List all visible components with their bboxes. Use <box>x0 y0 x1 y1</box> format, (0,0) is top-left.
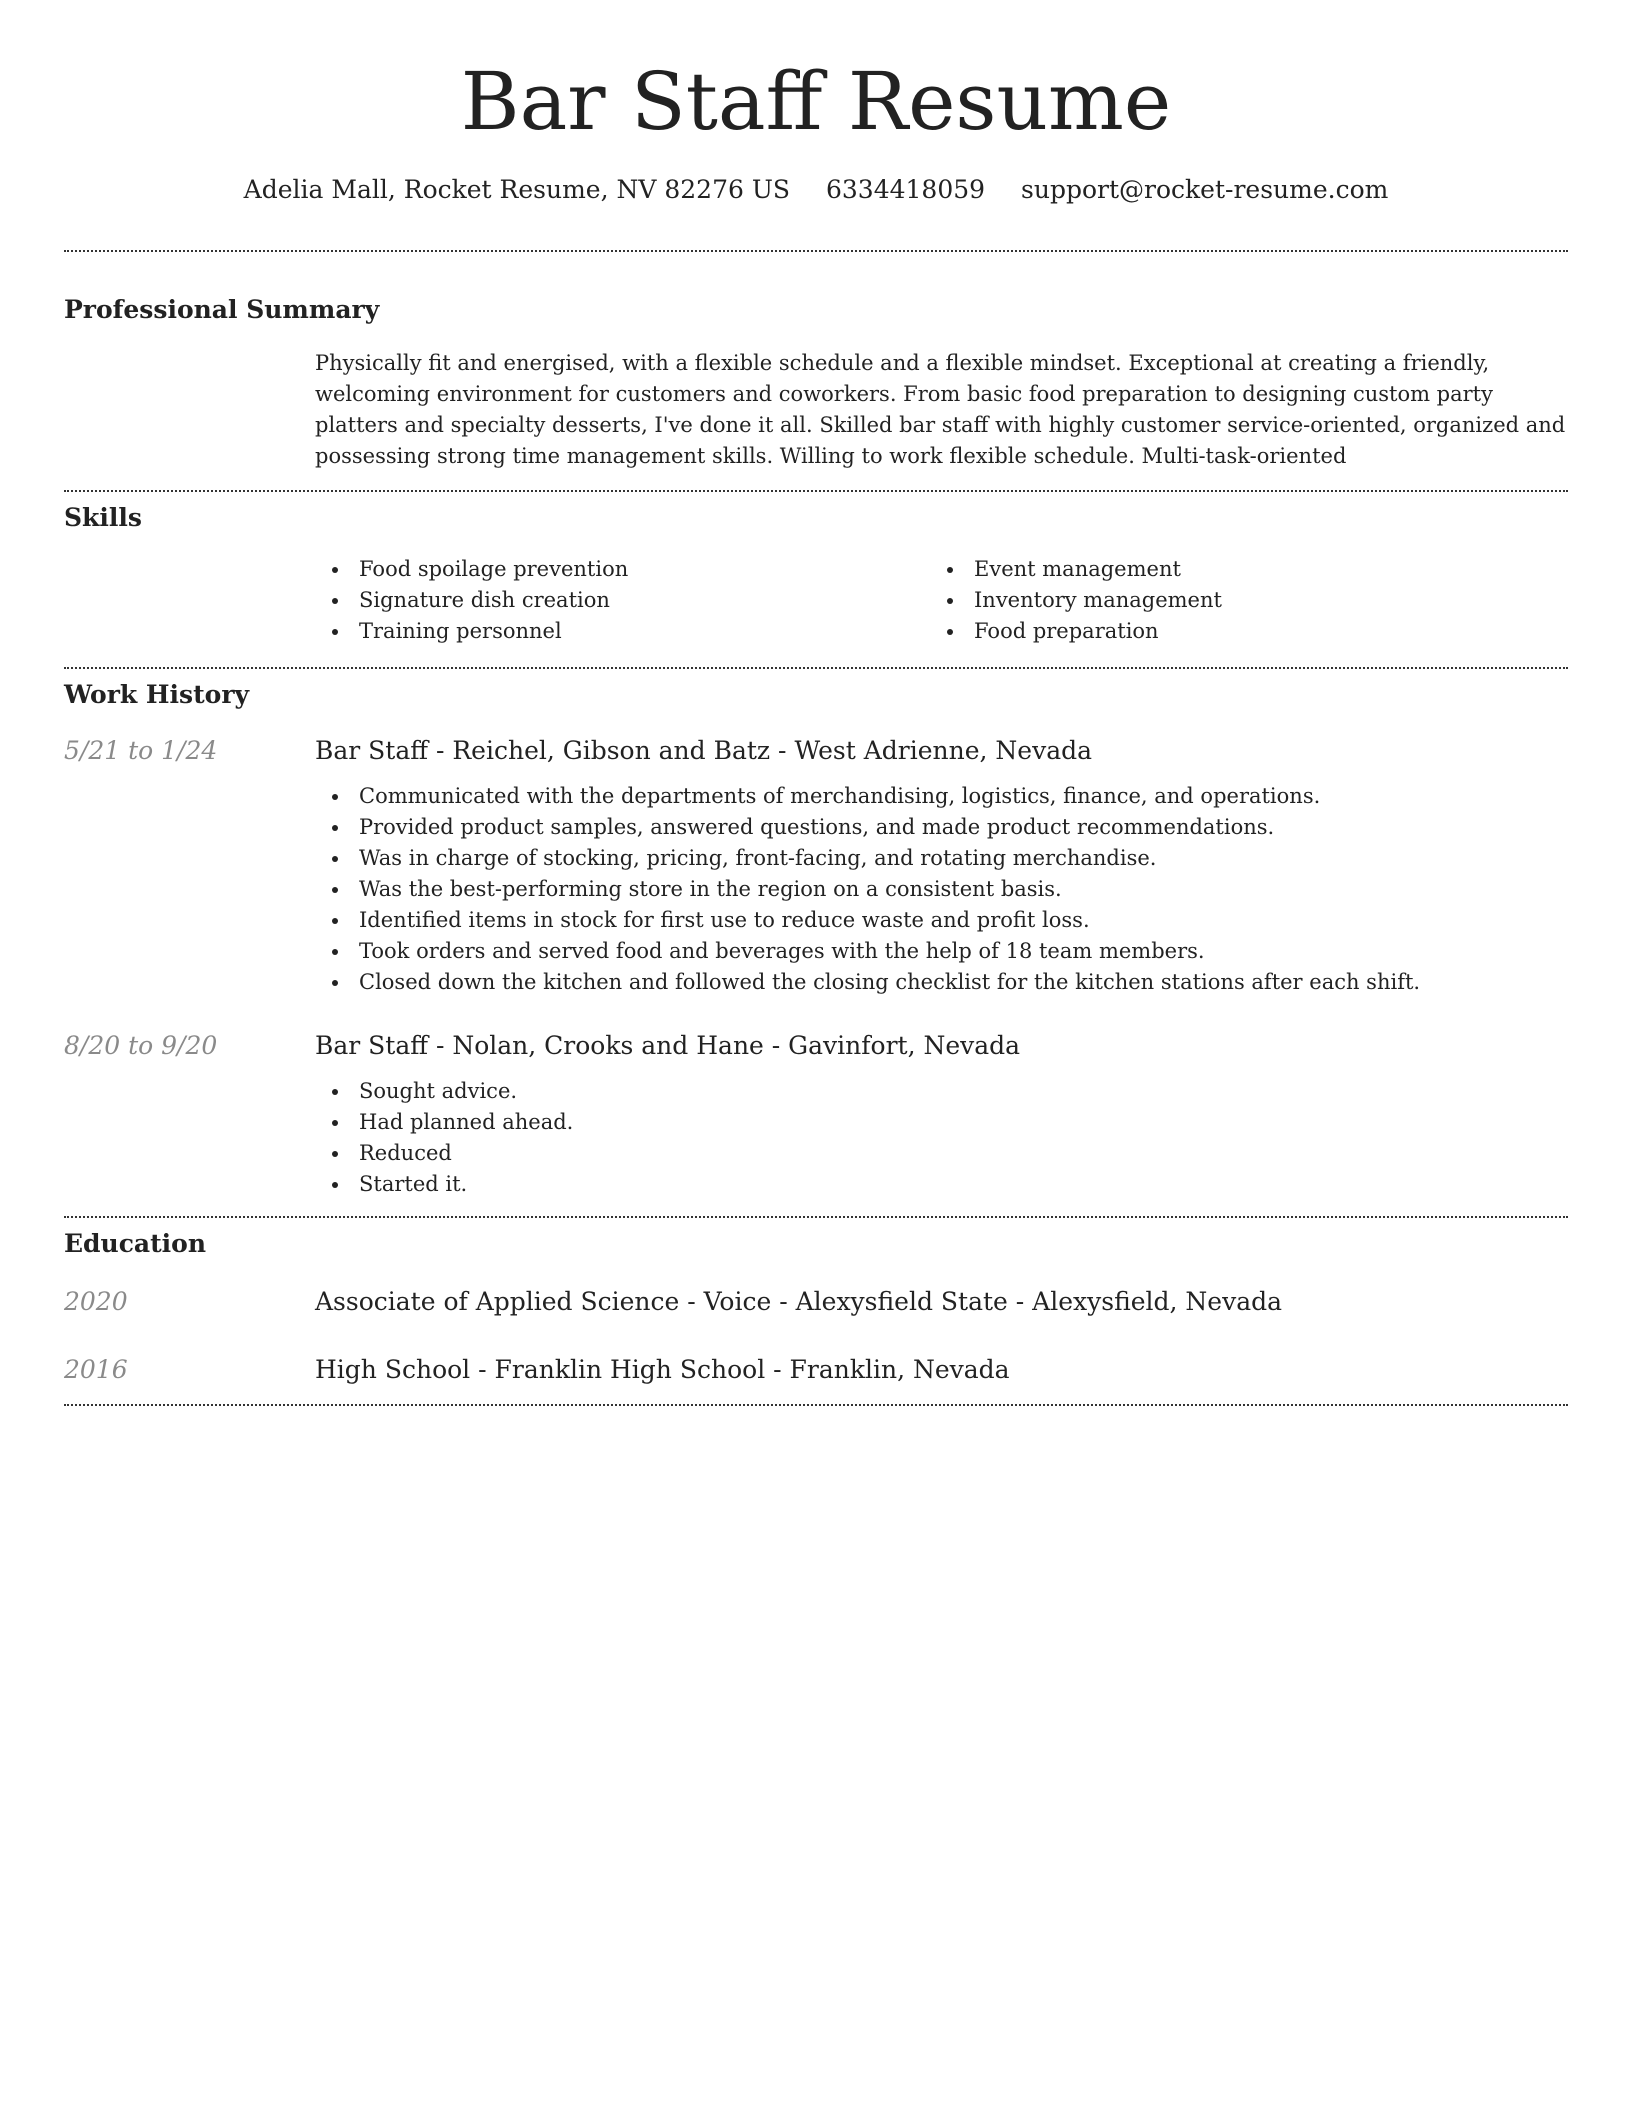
education-year: 2020 <box>64 1287 128 1316</box>
job-title: Bar Staff - Nolan, Crooks and Hane - Gavinfort, Nevada <box>315 1031 1021 1060</box>
job-bullet: Was the best-performing store in the region on a consistent basis. <box>315 874 1568 905</box>
education-entry <box>64 1284 1568 1320</box>
skills-heading: Skills <box>64 503 142 532</box>
section-divider <box>64 1216 1568 1218</box>
job-bullet: Was in charge of stocking, pricing, front-facing, and rotating merchandise. <box>315 843 1568 874</box>
job-bullet: Started it. <box>315 1169 1568 1200</box>
job-header <box>64 733 1568 769</box>
skill-item: Food preparation <box>930 616 1545 647</box>
skill-item: Training personnel <box>315 616 930 647</box>
job-bullet: Reduced <box>315 1138 1568 1169</box>
job-header <box>64 1028 1568 1064</box>
job-bullet: Provided product samples, answered questions, and made product recommendations. <box>315 812 1568 843</box>
education-entry <box>64 1352 1568 1388</box>
contact-email: support@rocket-resume.com <box>1021 175 1389 204</box>
job-bullets <box>315 1076 1568 1200</box>
skill-item: Signature dish creation <box>315 585 930 616</box>
education-title: High School - Franklin High School - Franklin, Nevada <box>315 1355 1010 1384</box>
job-dates: 5/21 to 1/24 <box>64 736 218 765</box>
work-section <box>64 677 1568 1200</box>
skill-item: Food spoilage prevention <box>315 554 930 585</box>
resume-page <box>64 0 1568 1406</box>
job-entry <box>64 733 1568 998</box>
section-divider <box>64 490 1568 492</box>
education-heading: Education <box>64 1229 207 1258</box>
skills-section <box>64 500 1568 647</box>
job-title: Bar Staff - Reichel, Gibson and Batz - West Adrienne, Nevada <box>315 736 1093 765</box>
job-entry <box>64 1028 1568 1200</box>
summary-text: Physically fit and energised, with a flexible schedule and a flexible mindset. Exceptional at creating a friendly, welcoming environment for customers and coworkers. From basic food preparation to designing custom party platters and specialty desserts, I've done it all. Skilled bar staff with highly customer service-oriented, organized and possessing strong time management skills. Willing to work flexible schedule. Multi-task-oriented <box>315 351 1566 468</box>
education-title: Associate of Applied Science - Voice - Alexysfield State - Alexysfield, Nevada <box>315 1287 1283 1316</box>
skills-grid <box>315 554 1568 647</box>
section-divider <box>64 1404 1568 1406</box>
job-bullet: Took orders and served food and beverages with the help of 18 team members. <box>315 936 1568 967</box>
job-bullet: Sought advice. <box>315 1076 1568 1107</box>
job-bullets <box>315 781 1568 998</box>
job-bullet: Identified items in stock for first use to reduce waste and profit loss. <box>315 905 1568 936</box>
contact-address: Adelia Mall, Rocket Resume, NV 82276 US <box>243 175 791 204</box>
resume-title: Bar Staff Resume <box>460 55 1172 148</box>
job-bullet: Communicated with the departments of merchandising, logistics, finance, and operations. <box>315 781 1568 812</box>
education-section <box>64 1226 1568 1388</box>
job-dates: 8/20 to 9/20 <box>64 1031 218 1060</box>
summary-heading: Professional Summary <box>64 295 380 324</box>
section-divider <box>64 250 1568 252</box>
skills-column-left <box>315 554 930 647</box>
work-heading: Work History <box>64 680 250 709</box>
summary-section <box>64 292 1568 472</box>
skills-column-right <box>930 554 1545 647</box>
contact-phone: 6334418059 <box>826 175 986 204</box>
job-bullet: Closed down the kitchen and followed the closing checklist for the kitchen stations after each shift. <box>315 967 1568 998</box>
section-divider <box>64 667 1568 669</box>
skill-item: Inventory management <box>930 585 1545 616</box>
skill-item: Event management <box>930 554 1545 585</box>
education-year: 2016 <box>64 1355 128 1384</box>
job-bullet: Had planned ahead. <box>315 1107 1568 1138</box>
contact-line <box>64 172 1568 208</box>
